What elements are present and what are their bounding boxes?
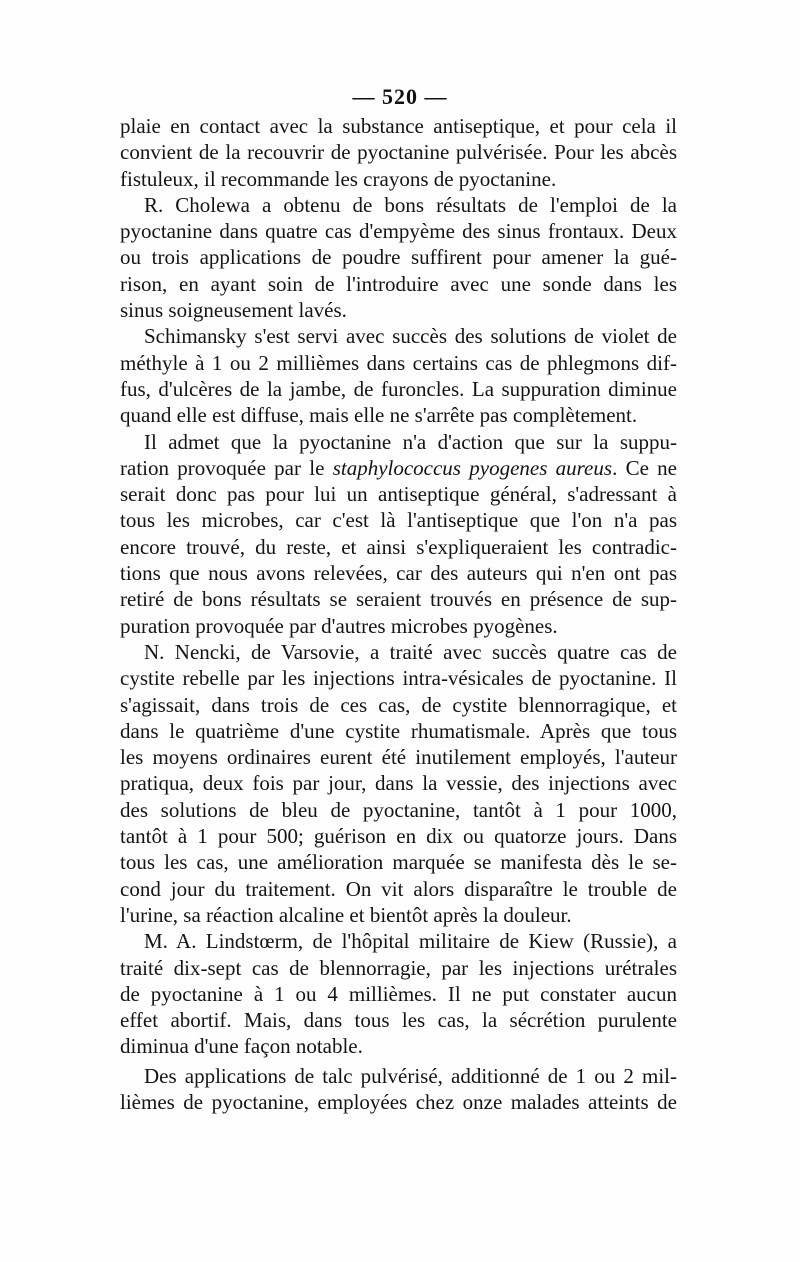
text-line: plaie en contact avec la substance antiseptique, et pour cela il bbox=[120, 114, 677, 138]
text-line: encore trouvé, du reste, et ainsi s'expliqueraient les contradic- bbox=[120, 534, 677, 559]
text-line: R. Cholewa a obtenu de bons résultats de l'emploi de la bbox=[144, 192, 677, 217]
paragraph-nencki bbox=[120, 639, 677, 928]
paragraph-schimansky bbox=[120, 323, 677, 428]
text-line: dans le quatrième d'une cystite rhumatismale. Après que tous bbox=[120, 718, 677, 743]
text-line: des solutions de bleu de pyoctanine, tantôt à 1 pour 1000, bbox=[120, 797, 677, 822]
text-line: fistuleux, il recommande les crayons de pyoctanine. bbox=[120, 166, 557, 191]
text-line: Des applications de talc pulvérisé, additionné de 1 ou 2 mil- bbox=[144, 1063, 677, 1088]
paragraph-lindstoerm bbox=[120, 928, 677, 1059]
paragraph-admet bbox=[120, 429, 677, 639]
text-line: M. A. Lindstœrm, de l'hôpital militaire de Kiew (Russie), a bbox=[144, 929, 677, 954]
text-line: diminua d'une façon notable. bbox=[120, 1034, 363, 1059]
text-line: Il admet que la pyoctanine n'a d'action que sur la suppu- bbox=[144, 429, 677, 454]
text-line: méthyle à 1 ou 2 millièmes dans certains cas de phlegmons dif- bbox=[120, 350, 677, 375]
text-line: les moyens ordinaires eurent été inutilement employés, l'auteur bbox=[120, 745, 677, 770]
text-line: rison, en ayant soin de l'introduire avec une sonde dans les bbox=[120, 271, 677, 296]
text-line: tous les microbes, car c'est là l'antiseptique que l'on n'a pas bbox=[120, 508, 677, 533]
text-line: N. Nencki, de Varsovie, a traité avec succès quatre cas de bbox=[144, 639, 677, 664]
text-line: sinus soigneusement lavés. bbox=[120, 298, 347, 323]
text-line: quand elle est diffuse, mais elle ne s'arrête pas complètement. bbox=[120, 403, 638, 428]
text-line: fus, d'ulcères de la jambe, de furoncles. La suppuration diminue bbox=[120, 376, 677, 401]
paragraph-cholewa bbox=[120, 192, 677, 323]
text-line: de pyoctanine à 1 ou 4 millièmes. Il ne put constater aucun bbox=[120, 981, 677, 1006]
page-number: — 520 — bbox=[352, 84, 448, 109]
text-line: puration provoquée par d'autres microbes pyogènes. bbox=[120, 613, 558, 638]
text-line: Schimansky s'est servi avec succès des solutions de violet de bbox=[144, 324, 677, 349]
text-line: pyoctanine dans quatre cas d'empyème des sinus frontaux. Deux bbox=[120, 219, 677, 244]
text-line-italic: ration provoquée par le staphylococcus pyogenes aureus. Ce ne bbox=[120, 455, 678, 480]
text-line: effet abortif. Mais, dans tous les cas, la sécrétion purulente bbox=[120, 1008, 677, 1033]
paragraph-talc bbox=[120, 1063, 677, 1116]
text-line: lièmes de pyoctanine, employées chez onze malades atteints de bbox=[120, 1089, 677, 1114]
body-text bbox=[120, 113, 677, 1115]
italic-species-name: staphylococcus pyogenes aureus bbox=[332, 455, 613, 480]
text-line: cystite rebelle par les injections intra-vésicales de pyoctanine. Il bbox=[120, 666, 677, 691]
text-line: tantôt à 1 pour 500; guérison en dix ou quatorze jours. Dans bbox=[120, 824, 677, 849]
text-line: cond jour du traitement. On vit alors disparaître le trouble de bbox=[120, 876, 677, 901]
text-line: ou trois applications de poudre suffirent pour amener la gué- bbox=[120, 245, 677, 270]
text-line: convient de la recouvrir de pyoctanine pulvérisée. Pour les abcès bbox=[120, 140, 677, 165]
text-line: pratiqua, deux fois par jour, dans la vessie, des injections avec bbox=[120, 771, 677, 796]
text-line: tions que nous avons relevées, car des auteurs qui n'en ont pas bbox=[120, 561, 677, 586]
text-line: tous les cas, une amélioration marquée se manifesta dès le se- bbox=[120, 850, 677, 875]
paragraph-continuation bbox=[120, 113, 677, 192]
text-line: l'urine, sa réaction alcaline et bientôt après la douleur. bbox=[120, 902, 572, 927]
text-line: traité dix-sept cas de blennorragie, par les injections urétrales bbox=[120, 955, 677, 980]
text-line: retiré de bons résultats se seraient trouvés en présence de sup- bbox=[120, 587, 677, 612]
text-line: serait donc pas pour lui un antiseptique général, s'adressant à bbox=[120, 482, 677, 507]
text-line: s'agissait, dans trois de ces cas, de cystite blennorragique, et bbox=[120, 692, 677, 717]
